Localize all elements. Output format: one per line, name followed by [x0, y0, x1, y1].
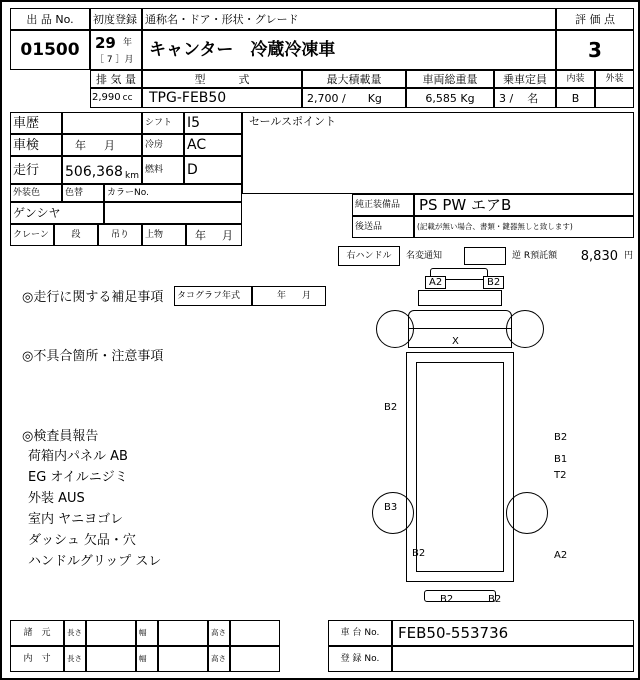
- damage-mark: B2: [440, 594, 454, 605]
- max-load-number: 2,700 /: [307, 91, 346, 105]
- dimension-label-2: 内 寸: [10, 646, 64, 672]
- exhibit-no-label: 出 品 No.: [10, 8, 90, 30]
- cargo-body-inner: [416, 362, 504, 572]
- cab-divider: [408, 328, 512, 329]
- inspection-value: [62, 134, 142, 156]
- name-change-label: 名変通知: [406, 250, 443, 261]
- fuel-value: D: [184, 156, 242, 184]
- deposit-label: 逆 R預託額: [512, 250, 558, 261]
- height-value-1: [230, 620, 280, 646]
- name-change-value: [464, 247, 506, 265]
- tachograph-month: 月: [302, 290, 312, 301]
- exterior-color-value: ゲンシヤ: [10, 202, 104, 224]
- front-right-wheel: [506, 310, 544, 348]
- height-label-1: 高さ: [208, 620, 230, 646]
- length-label-2: 長さ: [64, 646, 86, 672]
- width-value-2: [158, 646, 208, 672]
- chassis-no-label: 車 台 No.: [328, 620, 392, 646]
- inspector-line: 外装 AUS: [28, 491, 85, 506]
- gross-weight-value: 6,585 Kg: [406, 88, 494, 108]
- mileage-unit: km: [125, 171, 139, 181]
- damage-mark: B1: [554, 454, 568, 465]
- type-label: 型 式: [142, 70, 302, 88]
- displacement-number: 2,990: [92, 92, 121, 103]
- exhibit-no-value: 01500: [10, 30, 90, 70]
- max-load-value: [302, 88, 406, 108]
- inspection-label: 車検: [10, 134, 62, 156]
- inspector-line: 室内 ヤニヨゴレ: [28, 512, 124, 527]
- shift-value: I5: [184, 112, 242, 134]
- damage-mark: X: [452, 336, 459, 347]
- inspection-month: 月: [104, 138, 115, 152]
- later-send-note: (記載が無い場合、書類・鍵器無しと致します): [414, 216, 634, 238]
- length-value-1: [86, 620, 136, 646]
- body-month: 月: [222, 228, 233, 242]
- tachograph-value: [252, 286, 326, 306]
- fuel-label: 燃料: [142, 156, 184, 184]
- max-load-label: 最大積載量: [302, 70, 406, 88]
- running-note-label: ◎走行に関する補足事項: [22, 289, 164, 305]
- capacity-unit: 名: [527, 91, 539, 105]
- width-label-1: 幅: [136, 620, 158, 646]
- model-name: キャンター 冷蔵冷凍車: [142, 30, 556, 70]
- damage-mark: B2: [483, 276, 504, 289]
- inspector-line: ダッシュ 欠品・穴: [28, 533, 136, 548]
- equipment-label: 純正装備品: [352, 194, 414, 216]
- cab-front: [418, 290, 502, 306]
- history-label: 車歴: [10, 112, 62, 134]
- tachograph-label: タコグラフ年式: [174, 286, 252, 306]
- capacity-number: 3 /: [499, 91, 514, 105]
- gross-weight-label: 車両総重量: [406, 70, 494, 88]
- registration-no-label: 登 録 No.: [328, 646, 392, 672]
- inspection-year: 年: [75, 138, 86, 152]
- damage-mark: B2: [412, 548, 426, 559]
- capacity-label: 乗車定員: [494, 70, 556, 88]
- rating-value: 3: [556, 30, 634, 70]
- rear-left-wheel: [372, 492, 414, 534]
- front-left-wheel: [376, 310, 414, 348]
- mileage-number: 506,368: [65, 164, 123, 180]
- mileage-label: 走行: [10, 156, 62, 184]
- damage-mark: B3: [384, 502, 398, 513]
- lift-label: 吊り: [98, 224, 142, 246]
- exterior-color-label: 外装色: [10, 184, 62, 202]
- rear-right-wheel: [506, 492, 548, 534]
- later-send-label: 後送品: [352, 216, 414, 238]
- interior-value: B: [556, 88, 595, 108]
- steering-label: 右ハンドル: [338, 246, 400, 266]
- step-label: 段: [54, 224, 98, 246]
- inspector-line: 荷箱内パネル AB: [28, 449, 128, 464]
- color-no-value: [104, 202, 242, 224]
- sales-point-label: セールスポイント: [249, 115, 337, 128]
- color-no-label: カラーNo.: [104, 184, 242, 202]
- tachograph-year: 年: [277, 290, 287, 301]
- type-value: TPG-FEB50: [142, 88, 302, 108]
- damage-mark: B2: [488, 594, 502, 605]
- capacity-value: [494, 88, 556, 108]
- inspector-line: ハンドルグリップ スレ: [28, 554, 162, 569]
- displacement-label: 排 気 量: [90, 70, 142, 88]
- first-reg-year: 29: [95, 33, 116, 52]
- damage-mark: A2: [425, 276, 446, 289]
- damage-mark: B2: [554, 432, 568, 443]
- rating-label: 評 価 点: [556, 8, 634, 30]
- exterior-label: 外装: [595, 70, 634, 88]
- body-label: 上物: [142, 224, 186, 246]
- ac-value: AC: [184, 134, 242, 156]
- deposit-unit: 円: [624, 250, 634, 261]
- exterior-value: [595, 88, 634, 108]
- damage-mark: T2: [554, 470, 567, 481]
- first-reg-month: ［ 7 ］月: [95, 55, 134, 65]
- width-label-2: 幅: [136, 646, 158, 672]
- displacement-unit: cc: [122, 92, 133, 103]
- damage-mark: B2: [384, 402, 398, 413]
- sales-point-box: [242, 112, 634, 194]
- shift-label: シフト: [142, 112, 184, 134]
- height-label-2: 高さ: [208, 646, 230, 672]
- height-value-2: [230, 646, 280, 672]
- crane-label: クレーン: [10, 224, 54, 246]
- first-reg-value: [90, 30, 142, 70]
- cab-roof: [408, 310, 512, 348]
- inspector-label: ◎検査員報告: [22, 428, 99, 444]
- body-year: 年: [195, 228, 206, 242]
- length-value-2: [86, 646, 136, 672]
- inspector-line: EG オイルニジミ: [28, 470, 128, 485]
- first-reg-label: 初度登録: [90, 8, 142, 30]
- ac-label: 冷房: [142, 134, 184, 156]
- body-date: [186, 224, 242, 246]
- max-load-unit: Kg: [367, 91, 382, 105]
- registration-no-value: [392, 646, 634, 672]
- mileage-value: [62, 156, 142, 184]
- width-value-1: [158, 620, 208, 646]
- displacement-value: [90, 88, 142, 108]
- equipment-value: PS PW エアB: [414, 194, 634, 216]
- model-label: 通称名・ドア・形状・グレード: [142, 8, 556, 30]
- repaint-label: 色替: [62, 184, 104, 202]
- interior-label: 内装: [556, 70, 595, 88]
- rear-bumper: [424, 590, 496, 602]
- dimension-label-1: 諸 元: [10, 620, 64, 646]
- inspector-lines: [28, 446, 308, 572]
- deposit-value: 8,830: [580, 248, 618, 264]
- first-reg-year-unit: 年: [123, 37, 133, 48]
- length-label-1: 長さ: [64, 620, 86, 646]
- history-value: [62, 112, 142, 134]
- chassis-no-value: FEB50-553736: [392, 620, 634, 646]
- vehicle-damage-diagram: [332, 264, 632, 614]
- defect-label: ◎不具合箇所・注意事項: [22, 348, 164, 364]
- damage-mark: A2: [554, 550, 568, 561]
